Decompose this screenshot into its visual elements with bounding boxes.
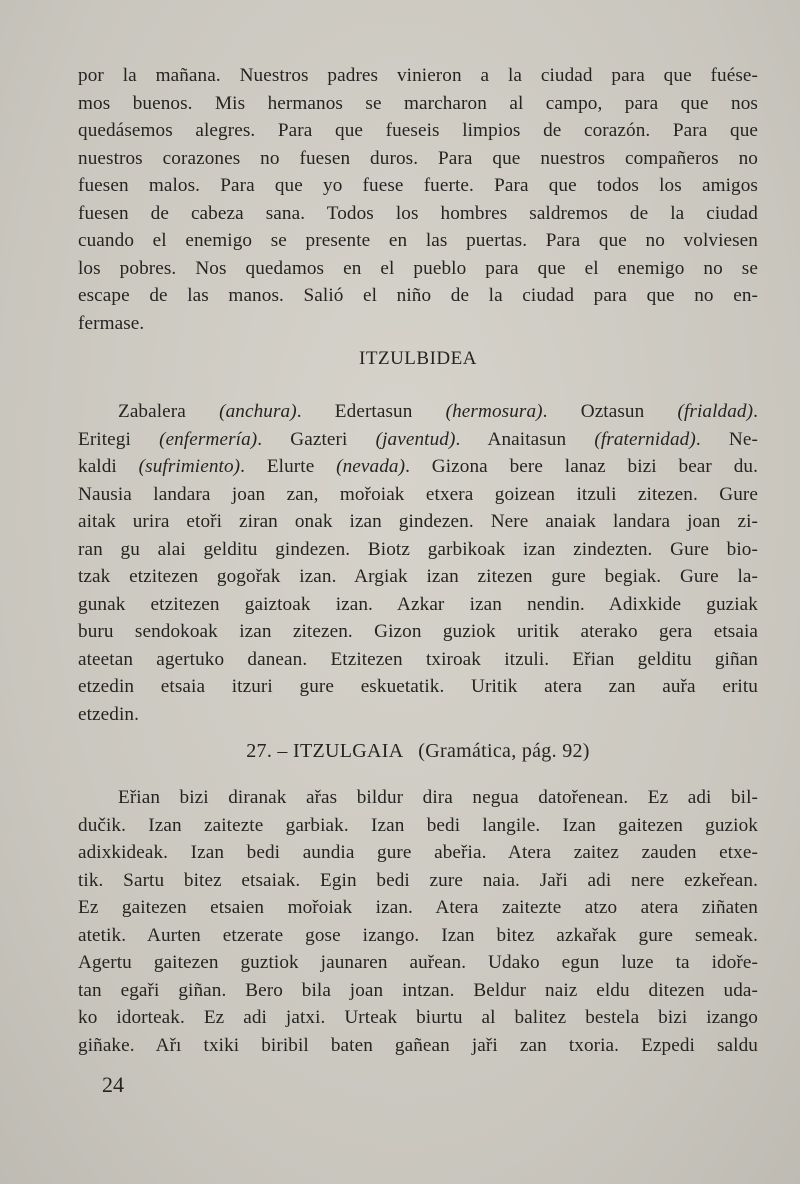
word: Zabalera	[118, 401, 220, 422]
text-line: ko idorteak. Ez adi jatxi. Urteak biurtu al balitez bestela bizi izango	[78, 1007, 758, 1028]
translation: (hermosura)	[445, 401, 543, 422]
text-line: por la mañana. Nuestros padres vinieron a la ciudad para que fuése-	[78, 65, 758, 86]
word: kaldi	[78, 456, 139, 477]
text-line: dučik. Izan zaitezte garbiak. Izan bedi langile. Izan gaitezen guziok	[78, 814, 758, 836]
text-line	[78, 453, 758, 481]
word: .	[753, 401, 759, 422]
word: . Elurte	[240, 456, 337, 477]
text-line: gunak etzitezen gaiztoak izan. Azkar izan nendin. Adixkide guziak	[78, 593, 758, 615]
text-line: escape de las manos. Salió el niño de la ciudad para que no en-	[78, 285, 758, 306]
text-line: quedásemos alegres. Para que fueseis limpios de corazón. Para que	[78, 120, 758, 141]
text-line: Ez gaitezen etsaien mořoiak izan. Atera zaitezte atzo atera ziñaten	[78, 897, 758, 918]
text-line: Agertu gaitezen guztiok jaunaren auřean. Udako egun luze ta idoře-	[78, 952, 758, 973]
text-line: fuesen malos. Para que yo fuese fuerte. Para que todos los amigos	[78, 175, 758, 196]
text-line: ran gu alai gelditu gindezen. Biotz garbikoak izan zindezten. Gure bio-	[78, 538, 758, 560]
translation: (nevada)	[336, 456, 406, 477]
translation: (javentud)	[375, 428, 456, 450]
text-line: tan egaři giñan. Bero bila joan intzan. Beldur naiz eldu ditezen uda-	[78, 979, 758, 1001]
text-line: fuesen de cabeza sana. Todos los hombres saldremos de la ciudad	[78, 202, 758, 224]
word: . Ne-	[695, 428, 758, 450]
text-line: aitak urira etoři ziran onak izan gindezen. Nere anaiak landara joan zi-	[78, 511, 758, 532]
text-line: tik. Sartu bitez etsaiak. Egin bedi zure naia. Jaři adi nere ezkeřean.	[78, 869, 758, 891]
text-line: tzak etzitezen gogořak izan. Argiak izan zitezen gure begiak. Gure la-	[78, 566, 758, 587]
word: Eritegi	[78, 428, 160, 450]
text-line	[78, 398, 758, 426]
exercise-heading: 27. – ITZULGAIA (Gramática, pág. 92)	[246, 740, 590, 762]
text-line: cuando el enemigo se presente en las puertas. Para que no volviesen	[78, 230, 758, 251]
word: . Anaitasun	[455, 428, 595, 450]
word: . Gizona bere lanaz bizi bear du.	[405, 456, 758, 477]
text-line: nuestros corazones no fuesen duros. Para que nuestros compañeros no	[78, 147, 758, 169]
translation: (fraternidad)	[594, 428, 696, 450]
translation: (sufrimiento)	[138, 456, 241, 477]
word: . Edertasun	[296, 401, 446, 422]
section-heading: ITZULBIDEA	[359, 348, 477, 369]
text-line: fermase.	[78, 312, 145, 334]
translation: (anchura)	[219, 401, 297, 422]
text-line: buru sendokoak izan zitezen. Gizon guziok uritik aterako gera etsaia	[78, 621, 758, 642]
text-line	[78, 426, 758, 454]
word: . Gazteri	[257, 428, 376, 450]
word: . Oztasun	[542, 401, 678, 422]
text-line: Eřian bizi diranak ařas bildur dira negua datořenean. Ez adi bil-	[118, 787, 758, 808]
text-line: Nausia landara joan zan, mořoiak etxera goizean itzuli zitezen. Gure	[78, 483, 758, 505]
text-line: adixkideak. Izan bedi aundia gure abeřia. Atera zaitez zauden etxe-	[78, 842, 758, 863]
paragraph-middle	[78, 398, 758, 728]
text-line: etzedin.	[78, 703, 139, 725]
text-line: mos buenos. Mis hermanos se marcharon al campo, para que nos	[78, 92, 758, 114]
text-line: ateetan agertuko danean. Etzitezen txiroak itzuli. Eřian gelditu giñan	[78, 648, 758, 670]
text-line: giñake. Ařı txiki biribil baten gañean jaři zan txoria. Ezpedi saldu	[78, 1034, 758, 1056]
translation: (frialdad)	[677, 401, 754, 422]
text-line: los pobres. Nos quedamos en el pueblo para que el enemigo no se	[78, 257, 758, 279]
paragraph-bottom	[78, 784, 758, 1059]
text-line: etzedin etsaia itzuri gure eskuetatik. Uritik atera zan auřa eritu	[78, 676, 758, 697]
page-number: 24	[102, 1072, 124, 1097]
text-line: atetik. Aurten etzerate gose izango. Izan bitez azkařak gure semeak.	[78, 924, 758, 946]
paragraph-top	[78, 62, 758, 337]
translation: (enfermería)	[159, 428, 258, 450]
